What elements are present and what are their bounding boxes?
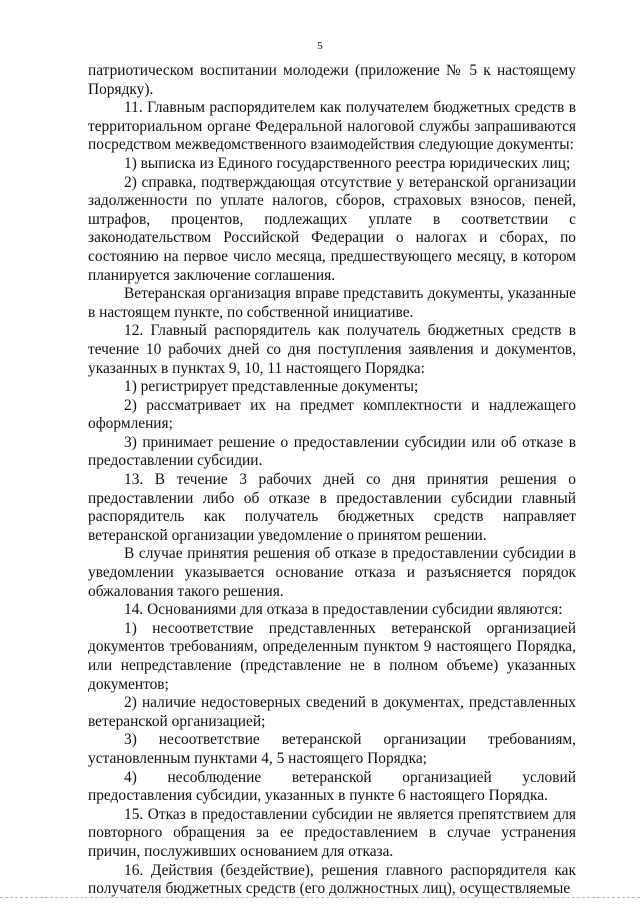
paragraph: 14. Основаниями для отказа в предоставлении субсидии являются: bbox=[124, 601, 563, 619]
paragraph: Ветеранская организация вправе представить документы, указанные в настоящем пункте, по собственной инициативе. bbox=[88, 285, 576, 321]
paragraph: 2) рассматривает их на предмет комплектности и надлежащего оформления; bbox=[88, 396, 576, 433]
paragraph: 12. Главный распорядитель как получатель бюджетных средств в течение 10 рабочих дней со дня поступления заявления и документов, указанных в пунктах 9, 10, 11 настоящего Порядка: bbox=[88, 322, 576, 377]
paragraph: 1) регистрирует представленные документы; bbox=[124, 378, 419, 396]
paragraph: 2) наличие недостоверных сведений в документах, представленных ветеранской организацией; bbox=[88, 694, 576, 730]
paragraph: 11. Главным распорядителем как получателем бюджетных средств в территориальном органе Федеральной налоговой службы запрашиваются посредством межведомственного взаимодействия следующие документы: bbox=[88, 99, 576, 154]
paragraph: 4) несоблюдение ветеранской организацией условий предоставления субсидии, указанных в пункте 6 настоящего Порядка. bbox=[88, 768, 576, 805]
document-body bbox=[88, 62, 576, 899]
paragraph: В случае принятия решения об отказе в предоставлении субсидии в уведомлении указывается основание отказа и разъясняется порядок обжалования такого решения. bbox=[88, 545, 576, 600]
paragraph: 16. Действия (бездействие), решения главного распорядителя как получателя бюджетных средств (его должностных лиц), осуществляемые bbox=[88, 861, 576, 898]
page-edge-divider bbox=[0, 897, 640, 898]
paragraph: патриотическом воспитании молодежи (приложение № 5 к настоящему Порядку). bbox=[88, 62, 576, 98]
paragraph: 15. Отказ в предоставлении субсидии не является препятствием для повторного обращения за ее предоставлением в случае устранения причин, послуживших основанием для отказа. bbox=[88, 805, 576, 860]
paragraph: 1) несоответствие представленных ветеранской организацией документов требованиям, определенным пунктом 9 настоящего Порядка, или непредставление (представление не в полном объеме) указанных документов; bbox=[88, 619, 576, 693]
page-number: 5 bbox=[317, 40, 323, 52]
paragraph: 1) выписка из Единого государственного реестра юридических лиц; bbox=[124, 154, 571, 172]
paragraph: 3) принимает решение о предоставлении субсидии или об отказе в предоставлении субсидии. bbox=[88, 433, 576, 470]
paragraph: 13. В течение 3 рабочих дней со дня принятия решения о предоставлении либо об отказе в предоставлении субсидии главный распорядитель как получатель бюджетных средств направляет ветеранской организации уведомление о принятом решении. bbox=[88, 471, 576, 544]
paragraph: 2) справка, подтверждающая отсутствие у ветеранской организации задолженности по уплате налогов, сборов, страховых взносов, пеней, штрафов, процентов, подлежащих уплате в соответствии с законодательством Российской Федерации о налогах и сборах, по состоянию на первое число месяца, предшествующего месяцу, в котором планируется заключение соглашения. bbox=[88, 173, 576, 284]
paragraph: 3) несоответствие ветеранской организации требованиям, установленным пунктами 4, 5 настоящего Порядка; bbox=[88, 731, 576, 767]
